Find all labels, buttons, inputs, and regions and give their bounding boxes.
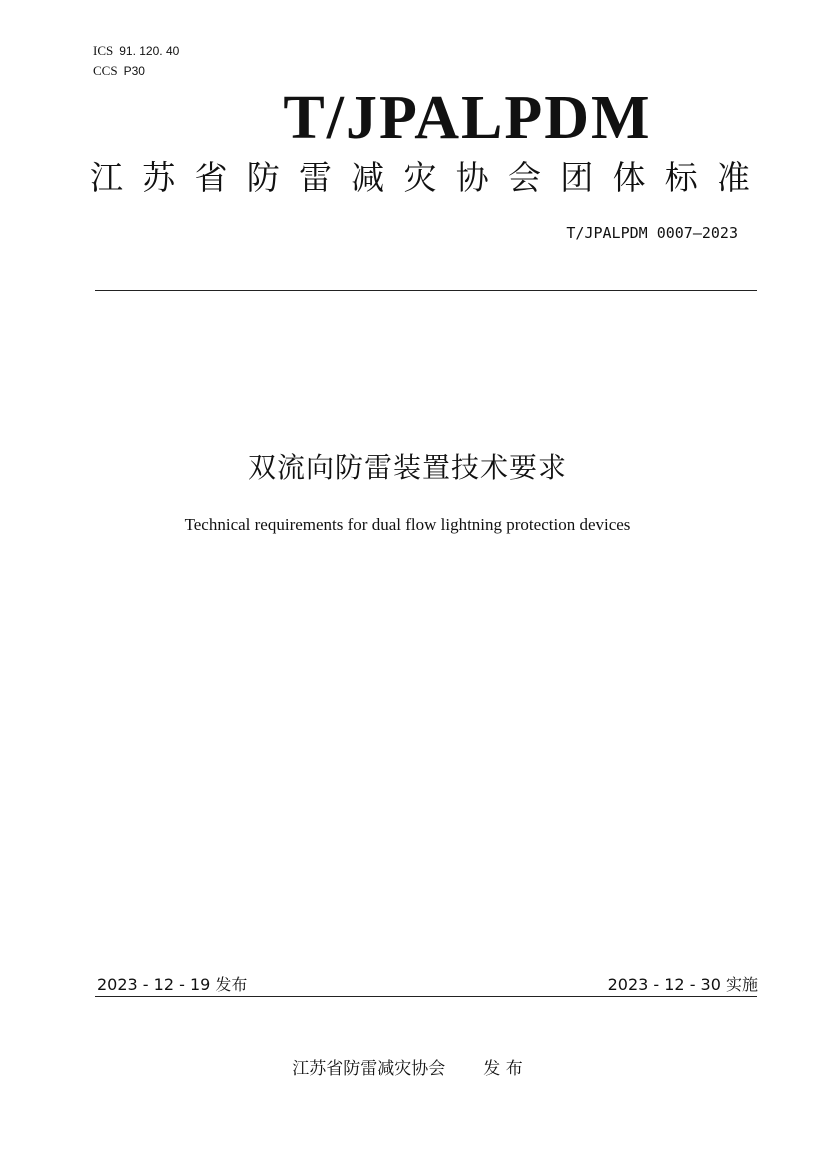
document-title-cn: 双流向防雷装置技术要求: [247, 451, 567, 484]
org-char: 准: [717, 158, 750, 197]
ccs-line: [93, 60, 145, 79]
implementation-date: 2023 - 12 - 30 实施: [607, 975, 758, 994]
standard-number: T/JPALPDM 0007—2023: [566, 224, 738, 242]
ics-code: 91. 120. 40: [119, 44, 180, 58]
footer-divider: [95, 996, 757, 997]
document-title-en: Technical requirements for dual flow lightning protection devices: [184, 515, 631, 534]
org-char: 协: [455, 158, 489, 197]
org-char: 灾: [403, 158, 437, 197]
org-char: 江: [90, 158, 123, 197]
org-char: 防: [246, 158, 280, 197]
ccs-code: P30: [123, 64, 145, 78]
org-char: 标: [664, 158, 698, 197]
publisher-line: [0, 1054, 815, 1079]
org-char: 雷: [299, 158, 332, 197]
organization-standard-name: [90, 156, 750, 200]
issue-date: 2023 - 12 - 19 发布: [97, 975, 248, 994]
standard-brand-heading: T/JPALPDM: [283, 84, 652, 152]
header-divider: [95, 290, 757, 291]
org-char: 省: [194, 158, 228, 197]
org-char: 团: [560, 158, 594, 197]
ics-label: ICS: [93, 43, 114, 58]
ics-line: [93, 40, 179, 59]
org-char: 减: [351, 158, 385, 197]
org-char: 苏: [142, 158, 176, 197]
org-char: 体: [612, 158, 646, 197]
publisher-action: 发 布: [483, 1059, 523, 1079]
org-char: 会: [508, 158, 541, 197]
publisher-name: 江苏省防雷减灾协会: [292, 1059, 446, 1079]
ccs-label: CCS: [93, 63, 118, 78]
